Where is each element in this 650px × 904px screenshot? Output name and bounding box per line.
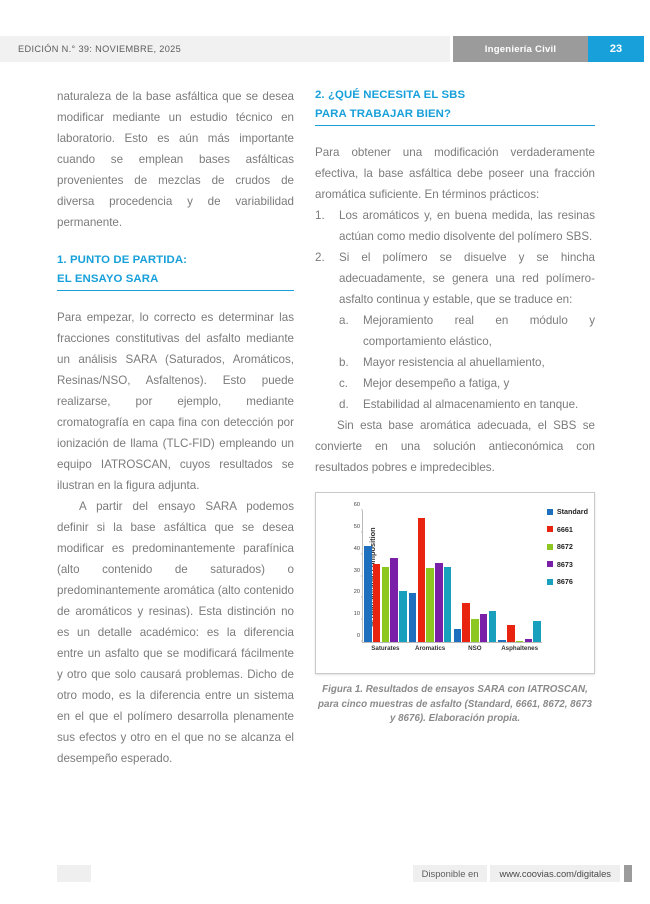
chart-bar-groups	[363, 511, 542, 652]
chart-bar-group	[497, 511, 542, 652]
header-edition-bar	[0, 36, 450, 62]
chart-x-tick-label: NSO	[468, 645, 482, 652]
page-header	[0, 36, 650, 62]
left-section-heading	[57, 251, 294, 291]
list-marker: 1.	[315, 209, 325, 222]
list-item-text: Mejoramiento real en módulo y comportamiento elástico,	[363, 314, 595, 348]
chart-legend-label: 8673	[556, 559, 573, 569]
list-item	[339, 310, 595, 352]
chart-legend-item	[547, 525, 588, 534]
header-tail	[644, 36, 650, 62]
footer-available-label: Disponible en	[413, 865, 488, 882]
list-item	[339, 394, 595, 415]
left-heading-rule	[57, 290, 294, 291]
chart-bar	[489, 611, 497, 642]
left-column	[57, 86, 294, 769]
chart-legend-swatch	[547, 579, 553, 585]
chart-bar	[480, 614, 488, 642]
list-item-text: Los aromáticos y, en buena medida, las resinas actúan como medio disolvente del polímero SBS.	[339, 209, 595, 243]
chart-y-tick-label: 30	[353, 567, 360, 574]
chart-y-tick-label: 50	[353, 523, 360, 530]
chart-legend	[547, 507, 588, 586]
footer-url[interactable]: www.coovias.com/digitales	[490, 865, 620, 882]
list-item-text: Si el polímero se disuelve y se hincha adecuadamente, se genera una red polímero-asfalto continua y estable, que se traduce en:	[339, 251, 595, 306]
footer-left-block	[57, 865, 91, 882]
right-section-heading	[315, 86, 595, 126]
page-footer	[0, 865, 650, 882]
chart-bar	[454, 629, 462, 642]
chart-plot-area	[353, 502, 542, 652]
list-item-text: Mejor desempeño a fatiga, y	[363, 377, 510, 390]
left-paragraph-1: Para empezar, lo correcto es determinar las fracciones constitutivas del asfalto mediante un análisis SARA (Saturados, Aromáticos, Resinas/NSO, Asfaltenos). Esto puede realizarse, por ejemplo, mediante cromatografía en capa fina con detección por ionización de llama (TLC-FID) empleando un equipo IATROSCAN, cuyos resultados se ilustran en la figura adjunta.	[57, 311, 294, 492]
chart-y-tick-label: 10	[353, 611, 360, 618]
right-paragraph-2: Sin esta base aromática adecuada, el SBS se convierte en una solución antieconómica con resultados pobres e impredecibles.	[315, 419, 595, 474]
chart-bar	[390, 558, 398, 642]
chart-bar	[364, 546, 372, 643]
list-marker: 2.	[315, 251, 325, 264]
chart-legend-swatch	[547, 526, 553, 532]
list-marker: c.	[339, 377, 349, 390]
right-heading-rule	[315, 125, 595, 126]
chart-bar	[498, 640, 506, 642]
chart-y-tick-label: 20	[353, 589, 360, 596]
figure-caption: Figura 1. Resultados de ensayos SARA con IATROSCAN, para cinco muestras de asfalto (Standard, 6661, 8672, 8673 y 8676). Elaboración propia.	[318, 684, 592, 724]
right-paragraph-1: Para obtener una modificación verdaderamente efectiva, la base asfáltica debe poseer una fracción aromática suficiente. En términos prácticos:	[315, 146, 595, 201]
edition-label: EDICIÓN N.° 39: NOVIEMBRE, 2025	[18, 44, 182, 54]
chart-legend-label: Standard	[556, 507, 588, 516]
chart-bar	[373, 564, 381, 642]
chart-bar	[516, 641, 524, 642]
chart-x-tick-label: Asphaltenes	[501, 645, 539, 652]
chart-y-tick-label: 60	[353, 502, 360, 508]
chart-y-axis-label: composition	[368, 526, 378, 571]
left-heading-line-2: EL ENSAYO SARA	[57, 272, 159, 285]
right-heading-line-1: 2. ¿QUÉ NECESITA EL SBS	[315, 89, 466, 101]
chart-x-tick-label: Saturates	[371, 645, 400, 652]
left-heading-line-1: 1. PUNTO DE PARTIDA:	[57, 254, 188, 266]
chart-legend-swatch	[547, 509, 553, 515]
chart-legend-item	[547, 560, 588, 569]
header-section-badge: Ingeniería Civil	[453, 36, 588, 62]
right-heading-line-2: PARA TRABAJAR BIEN?	[315, 107, 452, 120]
list-item	[315, 205, 595, 247]
list-item	[339, 352, 595, 373]
right-column	[315, 86, 595, 727]
chart-y-tick-label: 0	[356, 633, 360, 639]
chart-bar-group	[453, 511, 498, 652]
chart-bar	[444, 567, 452, 642]
chart-bar	[399, 591, 407, 642]
header-page-number: 23	[588, 36, 644, 62]
list-item-text: Estabilidad al almacenamiento en tanque.	[363, 398, 579, 411]
chart-bar-group	[363, 511, 408, 652]
chart-legend-item	[547, 507, 588, 516]
chart-bar	[435, 563, 443, 642]
list-item	[315, 247, 595, 415]
list-item-text: Mayor resistencia al ahuellamiento,	[363, 356, 545, 369]
right-lettered-sublist	[339, 310, 595, 415]
chart-y-tick-label: 40	[353, 545, 360, 552]
chart-bar-group	[408, 511, 453, 652]
chart-bar	[462, 603, 470, 642]
list-marker: d.	[339, 398, 349, 411]
chart-bar	[426, 568, 434, 642]
left-paragraph-2: A partir del ensayo SARA podemos definir si la base asfáltica que se desea modificar es predominantemente parafínica (alto contenido de saturados) o predominantemente aromática (alto contenido de aromáticos y resinas). Esta distinción no es un detalle académico: es la diferencia entre un asfalto que se modificará fácilmente y otro que solo causará problemas. Dicho de otro modo, es la diferencia entre un sistema en el que el polímero desarrolla plenamente sus efectos y otro en el que no se alcanza el desempeño esperado.	[57, 500, 294, 765]
chart-legend-label: 6661	[556, 524, 573, 534]
chart-bar	[418, 518, 426, 642]
chart-legend-label: 8672	[556, 542, 573, 551]
chart-bar	[382, 567, 390, 642]
chart-legend-label: 8676	[556, 577, 573, 586]
chart-legend-swatch	[547, 561, 553, 567]
chart-x-tick-label: Aromatics	[414, 645, 446, 652]
chart-legend-item	[547, 577, 588, 586]
chart-bar	[533, 621, 541, 642]
chart-bar	[507, 625, 515, 642]
chart-bar	[525, 639, 533, 642]
chart-bar	[471, 619, 479, 642]
sara-bar-chart	[315, 492, 595, 674]
figure-1	[315, 492, 595, 727]
chart-legend-item	[547, 542, 588, 551]
chart-legend-swatch	[547, 544, 553, 550]
chart-bar	[409, 593, 417, 642]
list-marker: a.	[339, 314, 349, 327]
left-intro-paragraph: naturaleza de la base asfáltica que se desea modificar mediante un estudio técnico en laboratorio. Esto es aún más importante cuando se emplean bases asfálticas provenientes de mezclas de crudos de diversa procedencia y de variabilidad permanente.	[57, 90, 294, 229]
right-numbered-list	[315, 205, 595, 415]
footer-accent-tab	[624, 865, 632, 882]
list-item	[339, 373, 595, 394]
list-marker: b.	[339, 356, 349, 369]
